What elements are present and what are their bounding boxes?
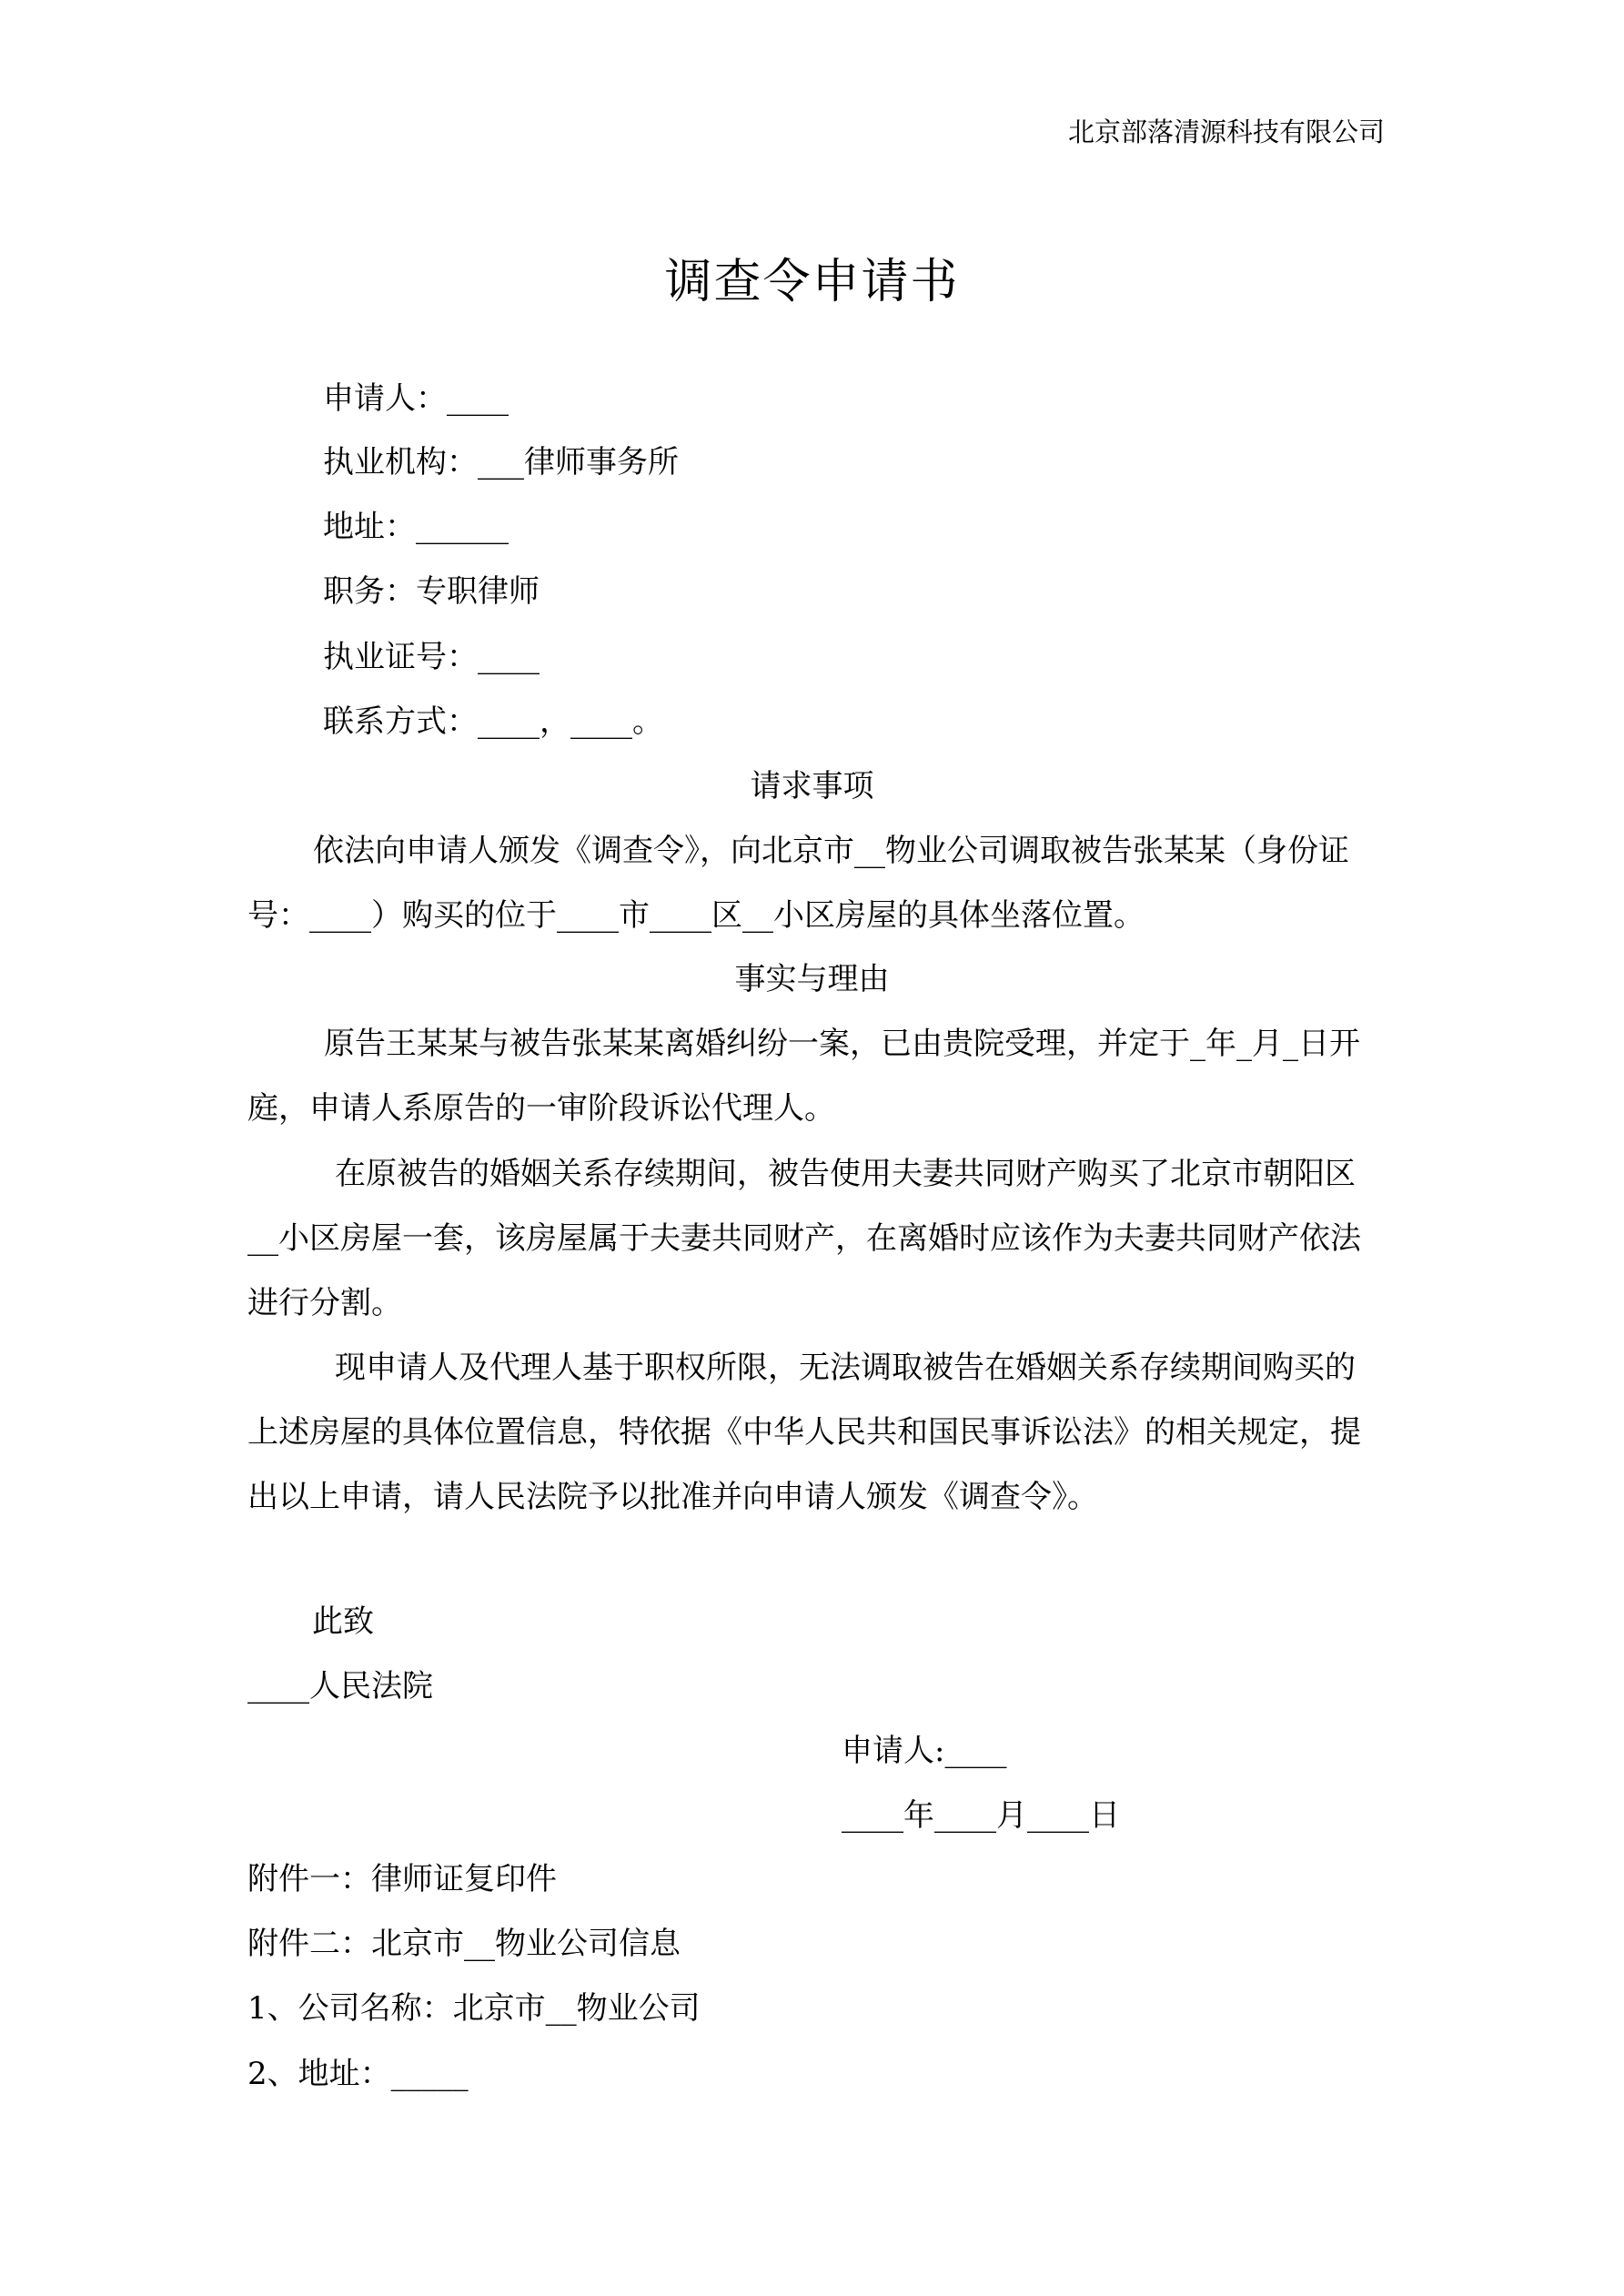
attachment-2: 附件二：北京市__物业公司信息	[247, 1926, 681, 1962]
request-heading: 请求事项	[750, 768, 874, 804]
facts-paragraph-2: 在原被告的婚姻关系存续期间，被告使用夫妻共同财产购买了北京市朝阳区__小区房屋一套，该房屋属于夫妻共同财产，在离婚时应该作为夫妻共同财产依法进行分割。	[247, 1156, 1361, 1321]
court-name: ____人民法院	[247, 1668, 433, 1704]
facts-paragraph-1: 原告王某某与被告张某某离婚纠纷一案，已由贵院受理，并定于_年_月_日开庭，申请人系原告的一审阶段诉讼代理人。	[247, 1026, 1360, 1127]
firm-line: 执业机构：___律师事务所	[323, 444, 679, 480]
applicant-line: 申请人：____	[323, 380, 509, 417]
contact-line: 联系方式：____，____。	[323, 703, 663, 740]
closing-salutation: 此致	[312, 1603, 374, 1640]
attachment-1: 附件一：律师证复印件	[247, 1861, 557, 1897]
page-title: 调查令申请书	[664, 255, 960, 309]
header-company-name: 北京部落清源科技有限公司	[1067, 116, 1385, 147]
attachment-company-name: 1、公司名称：北京市__物业公司	[247, 1990, 701, 2027]
attachment-address: 2、地址：_____	[247, 2056, 469, 2092]
signature-date: ____年____月____日	[842, 1797, 1120, 1834]
request-paragraph: 依法向申请人颁发《调查令》，向北京市__物业公司调取被告张某某（身份证号：____）购买的位于____市____区__小区房屋的具体坐落位置。	[247, 833, 1349, 934]
address-line: 地址：______	[323, 509, 509, 545]
facts-heading: 事实与理由	[734, 961, 890, 997]
facts-paragraph-3: 现申请人及代理人基于职权所限，无法调取被告在婚姻关系存续期间购买的上述房屋的具体位置信息，特依据《中华人民共和国民事诉讼法》的相关规定，提出以上申请，请人民法院予以批准并向申请人颁发《调查令》。	[247, 1350, 1361, 1515]
position-line: 职务：专职律师	[323, 573, 540, 610]
license-number-line: 执业证号：____	[323, 639, 540, 675]
signature-applicant: 申请人:____	[842, 1733, 1007, 1769]
